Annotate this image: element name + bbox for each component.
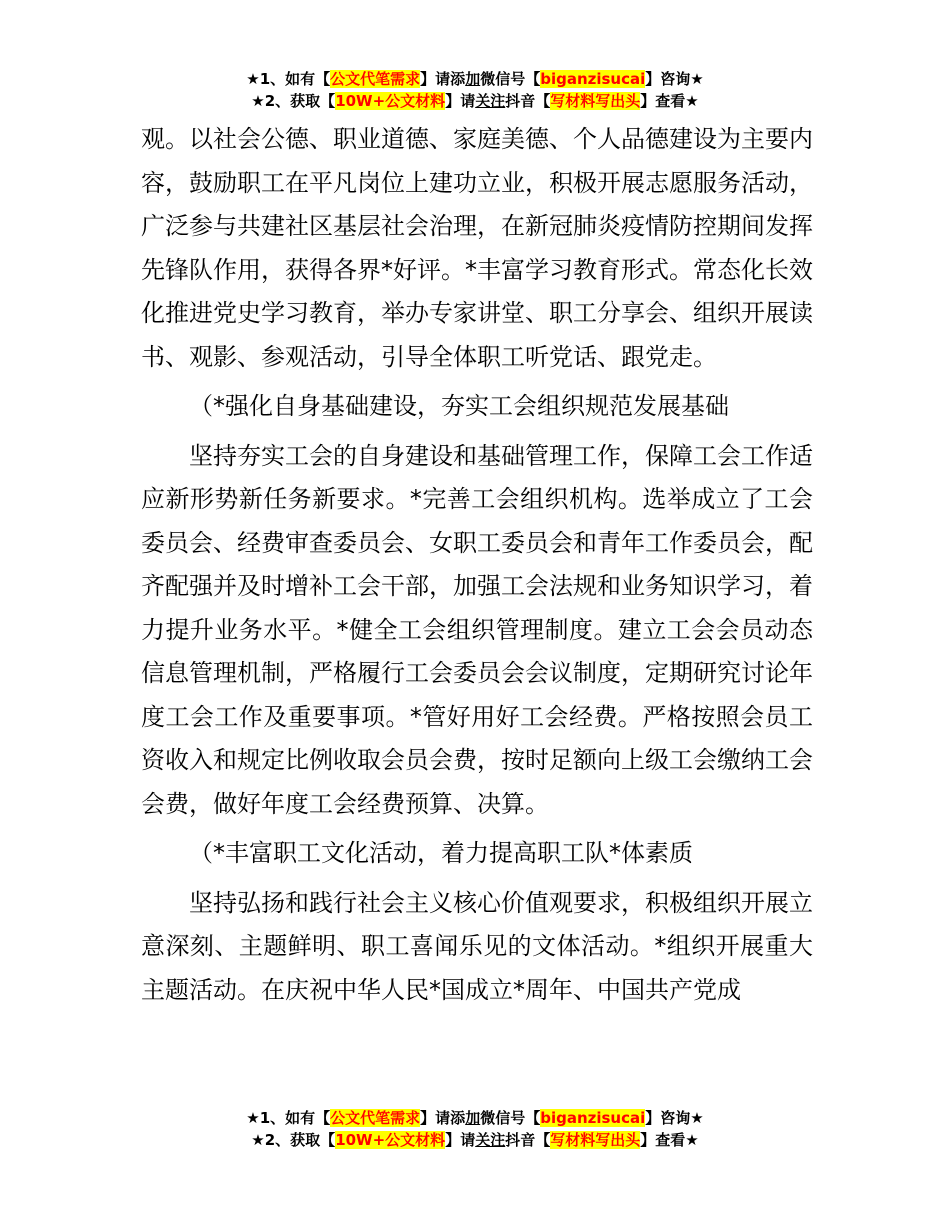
document-body	[141, 118, 813, 1012]
banner-text: ★1、如有【	[246, 70, 331, 88]
banner-highlight-service: 公文代笔需求	[330, 1109, 421, 1127]
banner-text: 】查看★	[640, 92, 699, 110]
banner-text: 】请	[445, 92, 476, 110]
header-banner	[0, 68, 950, 112]
banner-text-underlined: 关注	[475, 92, 506, 110]
banner-highlight-materials: 10W+公文材料	[335, 92, 446, 110]
banner-text: 抖音【	[505, 1131, 551, 1149]
banner-text-underlined: 加	[465, 1109, 481, 1127]
banner-text: 微信号【	[480, 70, 541, 88]
banner-text: 抖音【	[505, 92, 551, 110]
footer-banner	[0, 1107, 950, 1151]
banner-text: 】咨询★	[645, 1109, 704, 1127]
banner-text: 】请添	[420, 70, 466, 88]
banner-highlight-douyin: 写材料写出头	[550, 92, 641, 110]
banner-text: 】咨询★	[645, 70, 704, 88]
banner-text-underlined: 关注	[475, 1131, 506, 1149]
banner-line-2	[0, 90, 950, 112]
paragraph-2: 坚持夯实工会的自身建设和基础管理工作，保障工会工作适应新形势新任务新要求。*完善工会组织机构。选举成立了工会委员会、经费审查委员会、女职工委员会和青年工作委员会，配齐配强并及时增补工会干部，加强工会法规和业务知识学习，着力提升业务水平。*健全工会组织管理制度。建立工会会员动态信息管理机制，严格履行工会委员会会议制度，定期研究讨论年度工会工作及重要事项。*管好用好工会经费。严格按照会员工资收入和规定比例收取会员会费，按时足额向上级工会缴纳工会会费，做好年度工会经费预算、决算。	[141, 441, 813, 818]
banner-line-1	[0, 1107, 950, 1129]
banner-highlight-wechat-id: biganzisucai	[540, 70, 646, 88]
banner-highlight-wechat-id: biganzisucai	[540, 1109, 646, 1127]
banner-line-2	[0, 1129, 950, 1151]
banner-highlight-service: 公文代笔需求	[330, 70, 421, 88]
banner-text: 】查看★	[640, 1131, 699, 1149]
banner-text: 】请	[445, 1131, 476, 1149]
paragraph-3: 坚持弘扬和践行社会主义核心价值观要求，积极组织开展立意深刻、主题鲜明、职工喜闻乐见的文体活动。*组织开展重大主题活动。在庆祝中华人民*国成立*周年、中国共产党成	[141, 888, 813, 1004]
section-heading-1: （*强化自身基础建设，夯实工会组织规范发展基础	[189, 392, 729, 420]
banner-highlight-materials: 10W+公文材料	[335, 1131, 446, 1149]
banner-text: 微信号【	[480, 1109, 541, 1127]
banner-text: 】请添	[420, 1109, 466, 1127]
banner-text-underlined: 加	[465, 70, 481, 88]
banner-highlight-douyin: 写材料写出头	[550, 1131, 641, 1149]
banner-text: ★2、获取【	[251, 1131, 336, 1149]
section-heading-2: （*丰富职工文化活动，着力提高职工队*体素质	[189, 839, 693, 867]
banner-text: ★2、获取【	[251, 92, 336, 110]
paragraph-1: 观。以社会公德、职业道德、家庭美德、个人品德建设为主要内容，鼓励职工在平凡岗位上建功立业，积极开展志愿服务活动，广泛参与共建社区基层社会治理，在新冠肺炎疫情防控期间发挥先锋队作用，获得各界*好评。*丰富学习教育形式。常态化长效化推进党史学习教育，举办专家讲堂、职工分享会、组织开展读书、观影、参观活动，引导全体职工听党话、跟党走。	[141, 125, 813, 371]
banner-line-1	[0, 68, 950, 90]
banner-text: ★1、如有【	[246, 1109, 331, 1127]
